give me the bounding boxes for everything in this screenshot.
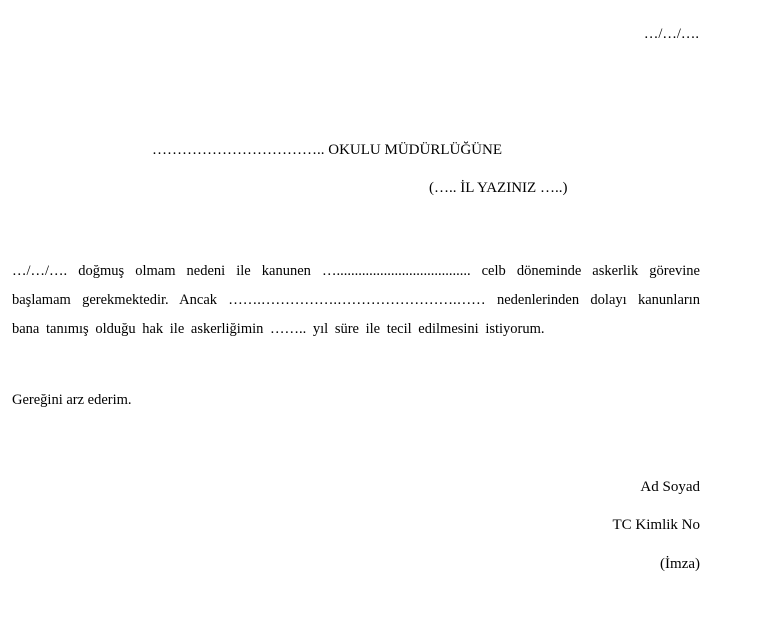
closing-line: Gereğini arz ederim. — [12, 392, 132, 408]
signature-id-number: TC Kimlik No — [612, 517, 700, 533]
date-placeholder: …/…/…. — [643, 26, 699, 42]
document-heading: …………………………….. OKULU MÜDÜRLÜĞÜNE — [152, 142, 502, 158]
petition-body: …/…/…. doğmuş olmam nedeni ile kanunen …..................................... celb döneminde askerlik görevine başlamam gerekmektedir. Ancak …….…………….…………………….…… nedenlerinden dolayı kanunların bana tanımış olduğu hak ile askerliğimin …….. yıl süre ile tecil edilmesini istiyorum. — [12, 263, 700, 337]
document-subheading: (….. İL YAZINIZ …..) — [429, 180, 568, 196]
signature-field: (İmza) — [660, 556, 700, 572]
signature-name: Ad Soyad — [640, 479, 700, 495]
